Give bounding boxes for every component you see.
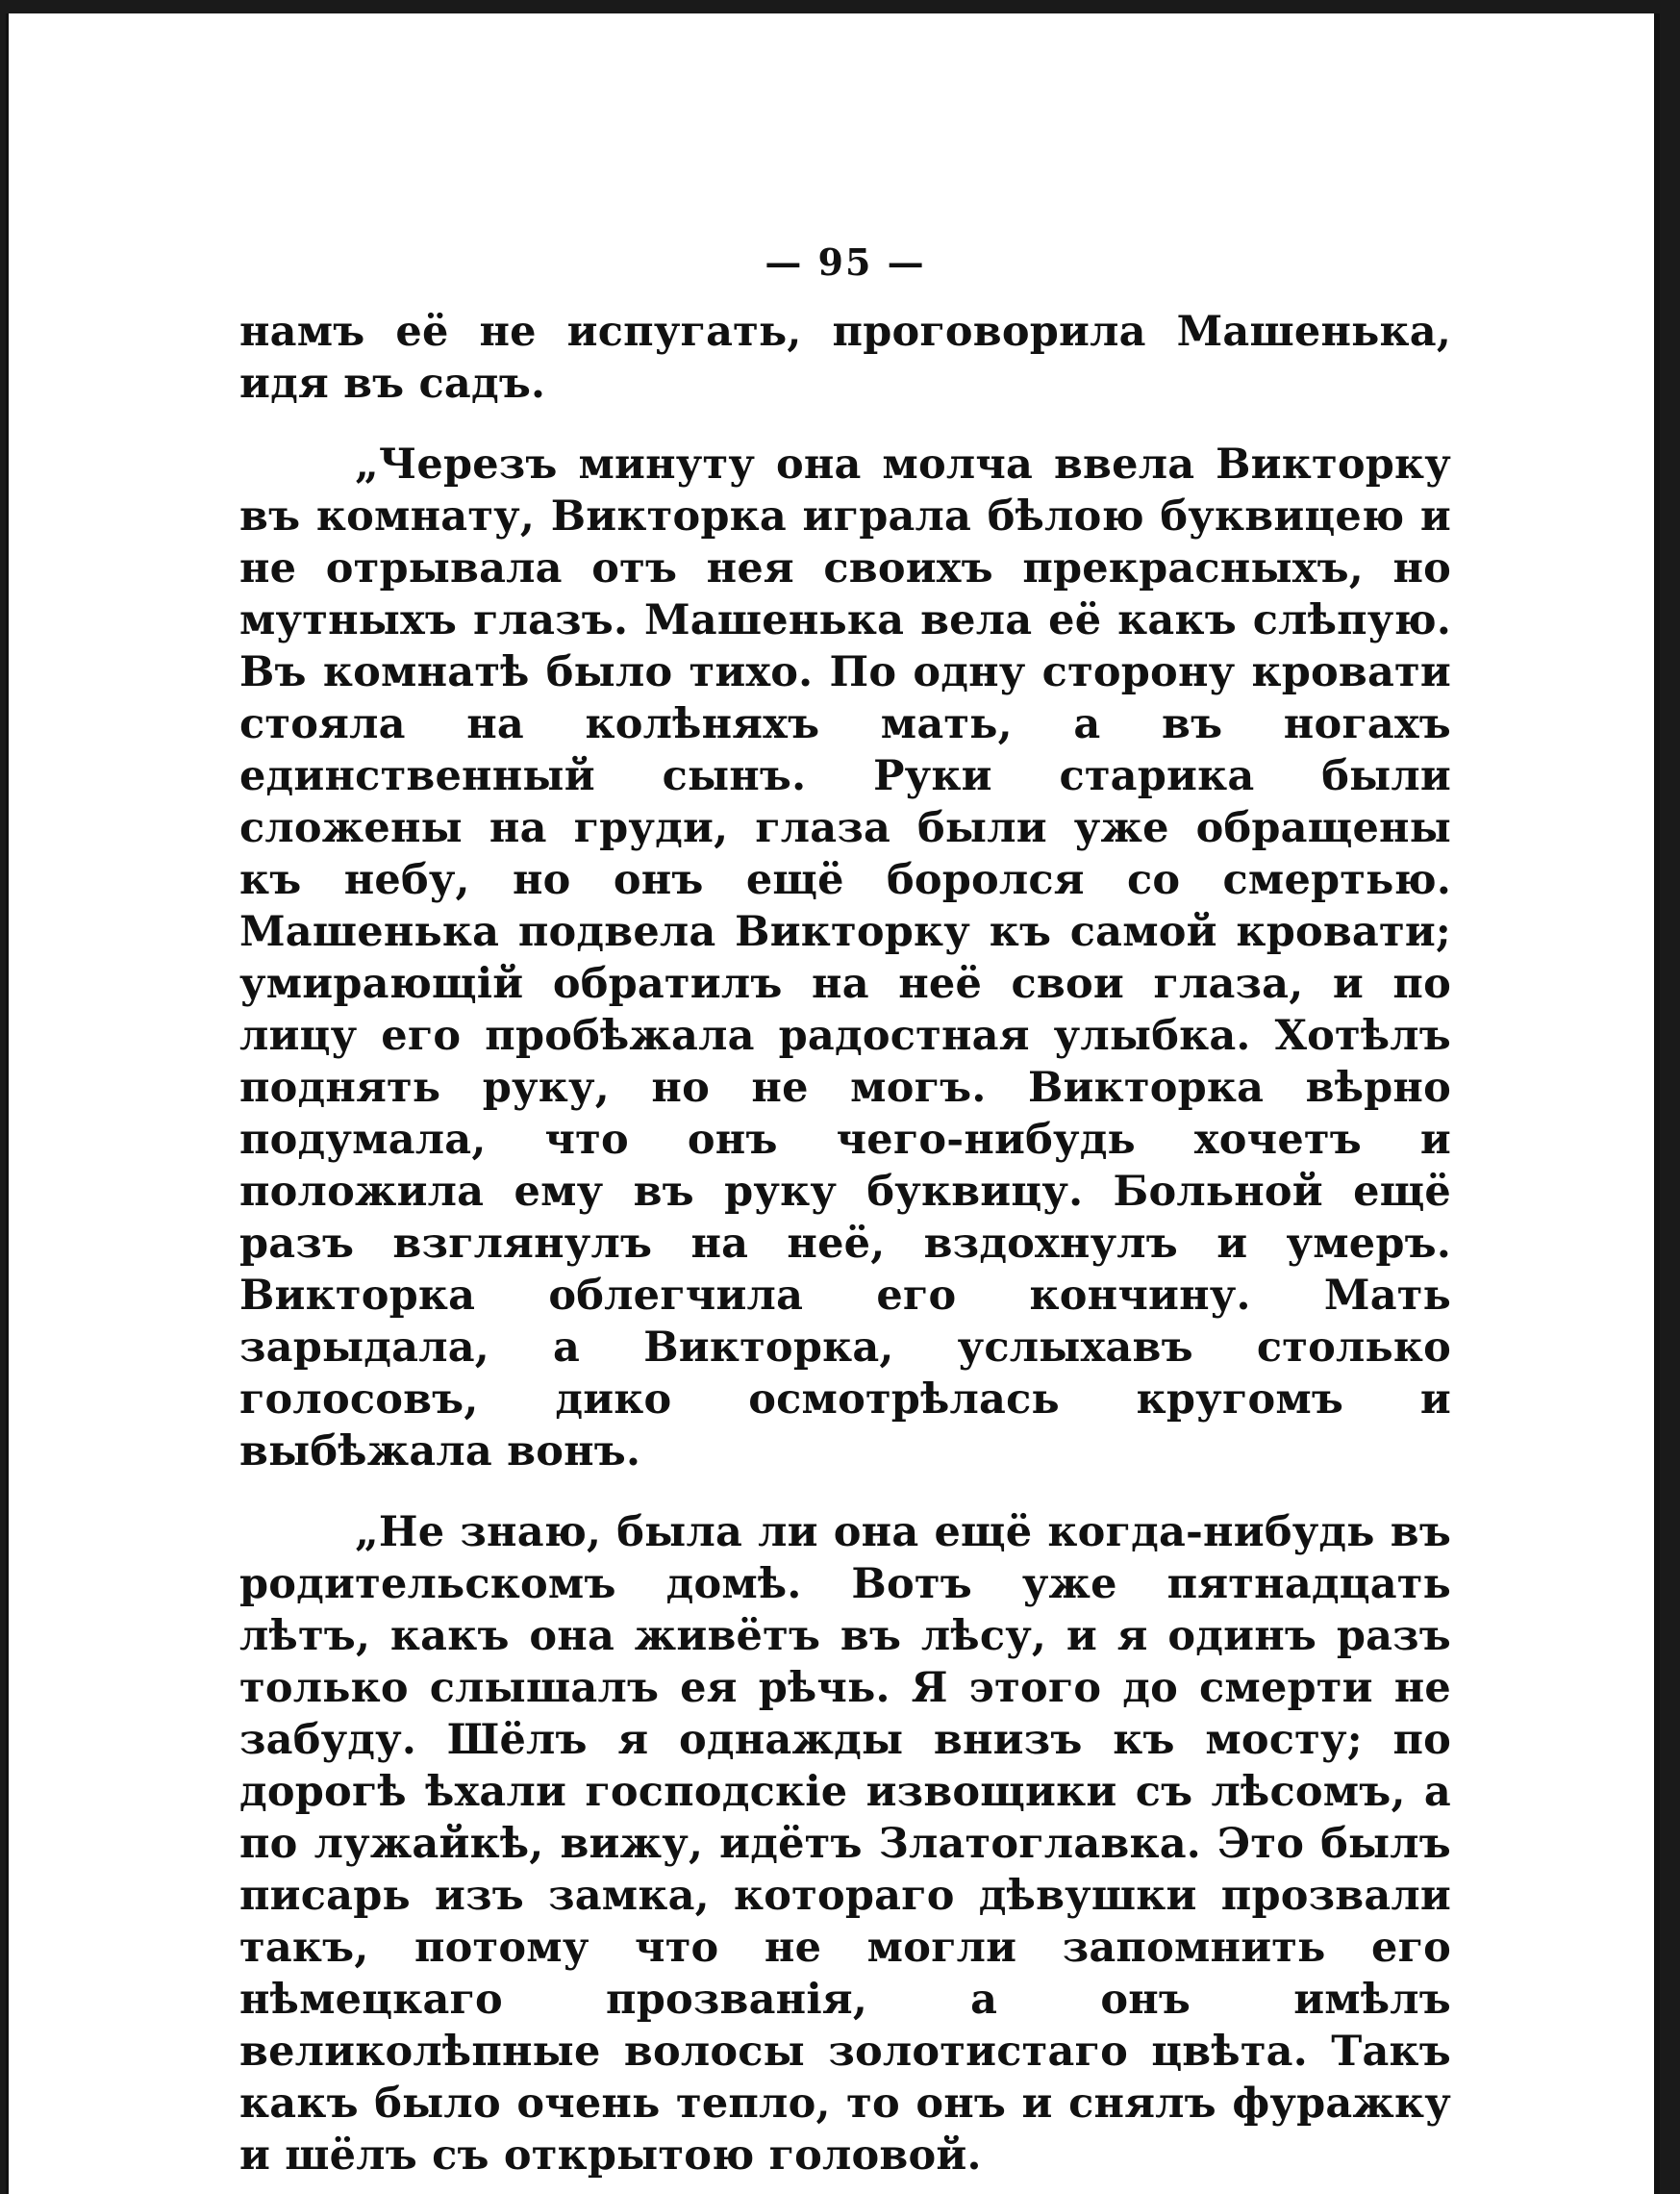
- paragraph-continuation: намъ её не испугать, проговорила Машенька, идя въ садъ.: [239, 308, 1451, 408]
- paragraph-gap: [239, 1477, 1451, 1506]
- page-number: — 95 —: [765, 240, 926, 284]
- book-page: [6, 13, 1660, 2194]
- paragraph-zlatoglavka: „Не знаю, была ли она ещё когда-нибудь въ родительскомъ домѣ. Вотъ уже пятнадцать лѣтъ, какъ она живётъ въ лѣсу, и я одинъ разъ только слышалъ ея рѣчь. Я этого до смерти не забуду. Шёлъ я однажды внизъ къ мосту; по дорогѣ ѣхали господскіе извощики съ лѣсомъ, а по лужайкѣ, вижу, идётъ Златоглавка. Это былъ писарь изъ замка, котораго дѣвушки прозвали такъ, потому что не могли запомнить его нѣмецкаго прозванія, а онъ имѣлъ великолѣпные волосы золотистаго цвѣта. Такъ какъ было очень тепло, то онъ и снялъ фуражку и шёлъ съ открытою головой.: [239, 1508, 1451, 2180]
- paragraph-gap: [239, 410, 1451, 439]
- paragraph-victorka-visit: „Черезъ минуту она молча ввела Викторку въ комнату, Викторка играла бѣлою буквицею и не отрывала отъ нея своихъ прекрасныхъ, но мутныхъ глазъ. Машенька вела её какъ слѣпую. Въ комнатѣ было тихо. По одну сторону кровати стояла на колѣняхъ мать, а въ ногахъ единственный сынъ. Руки старика были сложены на груди, глаза были уже обращены къ небу, но онъ ещё боролся со смертью. Машенька подвела Викторку къ самой кровати; умирающій обратилъ на неё свои глаза, и по лицу его пробѣжала радостная улыбка. Хотѣлъ поднять руку, но не могъ. Викторка вѣрно подумала, что онъ чего-нибудь хочетъ и положила ему въ руку буквицу. Больной ещё разъ взглянулъ на неё, вздохнулъ и умеръ. Викторка облегчила его кончину. Мать зарыдала, а Викторка, услыхавъ столько голосовъ, дико осмотрѣлась кругомъ и выбѣжала вонъ.: [239, 441, 1451, 1475]
- page-body: [239, 240, 1451, 2181]
